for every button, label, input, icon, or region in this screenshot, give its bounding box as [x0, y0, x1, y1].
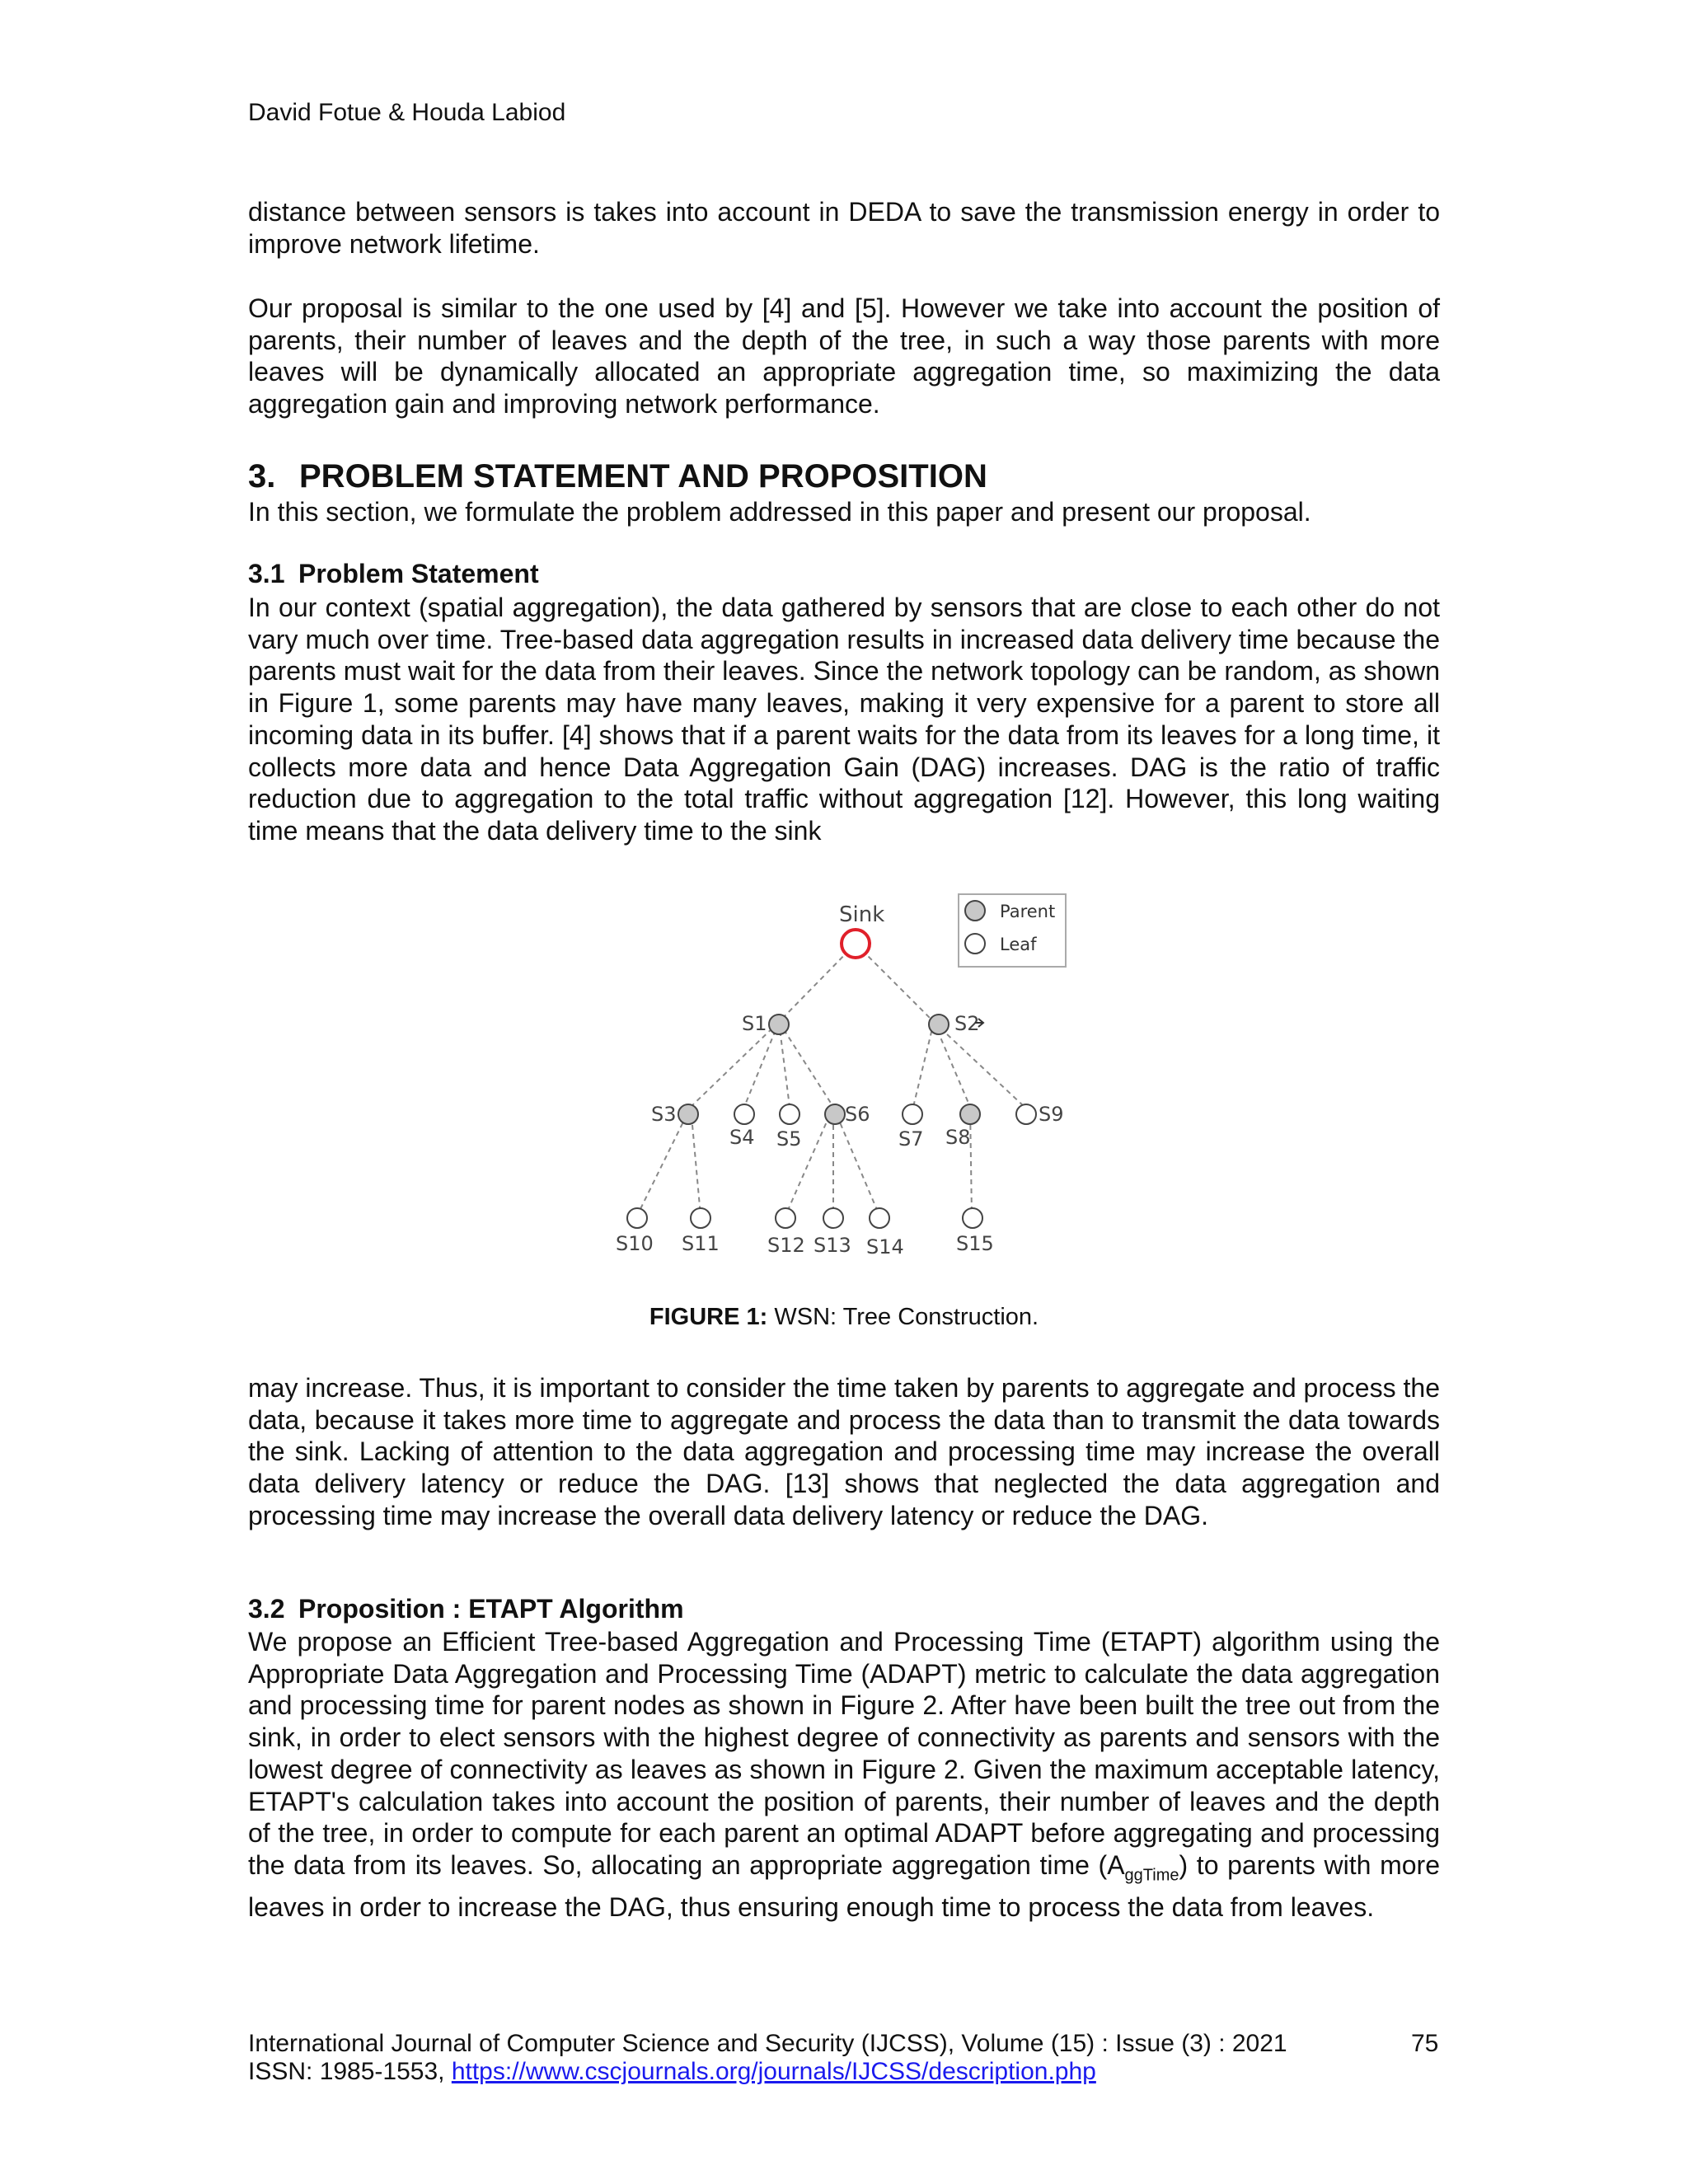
figure-caption-label: FIGURE 1: [649, 1304, 768, 1330]
node-label-sink: Sink [839, 902, 885, 927]
node-s8 [960, 1104, 980, 1124]
node-label-s5: S5 [776, 1127, 802, 1151]
subsection-title: Problem Statement [298, 559, 539, 588]
footer-issn-line [248, 2058, 1096, 2086]
node-label-s12: S12 [767, 1234, 805, 1257]
edge-s1-s6 [779, 1022, 833, 1107]
node-s6 [825, 1104, 845, 1124]
node-label-s14: S14 [866, 1235, 904, 1258]
figure-tree-diagram [606, 886, 1084, 1265]
subsection-heading-3-1 [248, 559, 539, 589]
proposition-text-part1: We propose an Efficient Tree-based Aggregation and Processing Time (ETAPT) algorithm using the Appropriate Data Aggregation and Processing Time (ADAPT) metric to calculate the data aggregation and processing time for parent nodes as shown in Figure 2. After have been built the tree out from the sink, in order to elect sensors with the highest degree of connectivity as parents and sensors with the lowest degree of connectivity as leaves as shown in Figure 2. Given the maximum acceptable latency, ETAPT's calculation takes into account the position of parents, their number of leaves and the depth of the tree, in order to compute for each parent an optimal ADAPT before aggregating and processing the data from its leaves. So, allocating an appropriate aggregation time (A [248, 1627, 1440, 1880]
node-label-s7: S7 [898, 1127, 924, 1151]
node-label-s2: S2 [954, 1012, 980, 1035]
node-s10 [627, 1208, 647, 1228]
tree-edges [637, 944, 1025, 1216]
footer-issn: ISSN: 1985-1553, [248, 2058, 452, 2085]
node-s5 [780, 1104, 799, 1124]
node-label-s6: S6 [845, 1103, 870, 1126]
legend-leaf-icon [965, 934, 985, 954]
paragraph-proposition [248, 1626, 1440, 1924]
node-s13 [823, 1208, 843, 1228]
subsection-heading-3-2 [248, 1594, 684, 1624]
legend-parent-icon [965, 901, 985, 921]
node-s11 [691, 1208, 710, 1228]
node-label-s15: S15 [956, 1232, 994, 1255]
node-s3 [678, 1104, 698, 1124]
node-s9 [1016, 1104, 1036, 1124]
paragraph-intro-2: Our proposal is similar to the one used by [4] and [5]. However we take into account the position of parents, their number of leaves and the depth of the tree, in such a way those parents with more leaves will be dynamically allocated an appropriate aggregation time, so maximizing the data aggregation gain and improving network performance. [248, 293, 1440, 419]
figure-caption-text: WSN: Tree Construction. [774, 1304, 1039, 1330]
page-number: 75 [1411, 2030, 1439, 2057]
section-intro: In this section, we formulate the problem addressed in this paper and present our proposal. [248, 497, 1311, 527]
section-heading [248, 458, 987, 495]
paragraph-intro-1: distance between sensors is takes into account in DEDA to save the transmission energy in order to improve network lifetime. [248, 197, 1440, 259]
subsection-title: Proposition : ETAPT Algorithm [298, 1594, 684, 1624]
subsection-number: 3.2 [248, 1594, 285, 1624]
subsection-number: 3.1 [248, 559, 285, 588]
section-title: PROBLEM STATEMENT AND PROPOSITION [299, 458, 987, 494]
node-label-s10: S10 [616, 1232, 654, 1255]
legend-parent-label: Parent [1000, 902, 1056, 921]
node-s1 [769, 1015, 789, 1034]
footer-url-link[interactable]: https://www.cscjournals.org/journals/IJCSS/description.php [451, 2058, 1096, 2085]
node-label-s8: S8 [945, 1126, 971, 1149]
node-label-s3: S3 [651, 1103, 677, 1126]
legend-leaf-label: Leaf [1000, 935, 1037, 954]
node-label-s4: S4 [729, 1126, 755, 1149]
node-s2 [929, 1015, 949, 1034]
node-s12 [776, 1208, 795, 1228]
running-header: David Fotue & Houda Labiod [248, 99, 566, 126]
node-label-s1: S1 [742, 1012, 767, 1035]
node-s7 [903, 1104, 922, 1124]
aggtime-subscript: ggTime [1124, 1866, 1179, 1885]
node-s14 [870, 1208, 889, 1228]
node-s4 [734, 1104, 754, 1124]
proposition-text-part2: ) to parents with more leaves in order to increase the DAG, thus ensuring enough time to process the data from leaves. [248, 1849, 1441, 1923]
edge-s2-s7 [913, 1022, 934, 1107]
footer-journal: International Journal of Computer Science and Security (IJCSS), Volume (15) : Issue (3) : 2021 [248, 2030, 1287, 2057]
node-label-s9: S9 [1039, 1103, 1064, 1126]
edge-sink-s1 [779, 944, 856, 1022]
figure-caption [0, 1304, 1688, 1331]
sink-node [842, 930, 870, 958]
node-label-s13: S13 [814, 1234, 851, 1257]
paragraph-problem-continuation: may increase. Thus, it is important to consider the time taken by parents to aggregate and process the data, because it takes more time to aggregate and process the data than to transmit the data towards the sink. Lacking of attention to the data aggregation and processing time may increase the overall data delivery latency or reduce the DAG. [13] shows that neglected the data aggregation and processing time may increase the overall data delivery latency or reduce the DAG. [248, 1373, 1440, 1530]
edge-sink-s2 [856, 944, 934, 1022]
node-s15 [963, 1208, 982, 1228]
node-label-s11: S11 [682, 1232, 720, 1255]
paragraph-problem-statement: In our context (spatial aggregation), the data gathered by sensors that are close to each other do not vary much over time. Tree-based data aggregation results in increased data delivery time because the parents must wait for the data from their leaves. Since the network topology can be random, as shown in Figure 1, some parents may have many leaves, making it very expensive for a parent to store all incoming data in its buffer. [4] shows that if a parent waits for the data from its leaves for a long time, it collects more data and hence Data Aggregation Gain (DAG) increases. DAG is the ratio of traffic reduction due to aggregation to the total traffic without aggregation [12]. However, this long waiting time means that the data delivery time to the sink [248, 593, 1440, 846]
section-number: 3. [248, 458, 276, 494]
